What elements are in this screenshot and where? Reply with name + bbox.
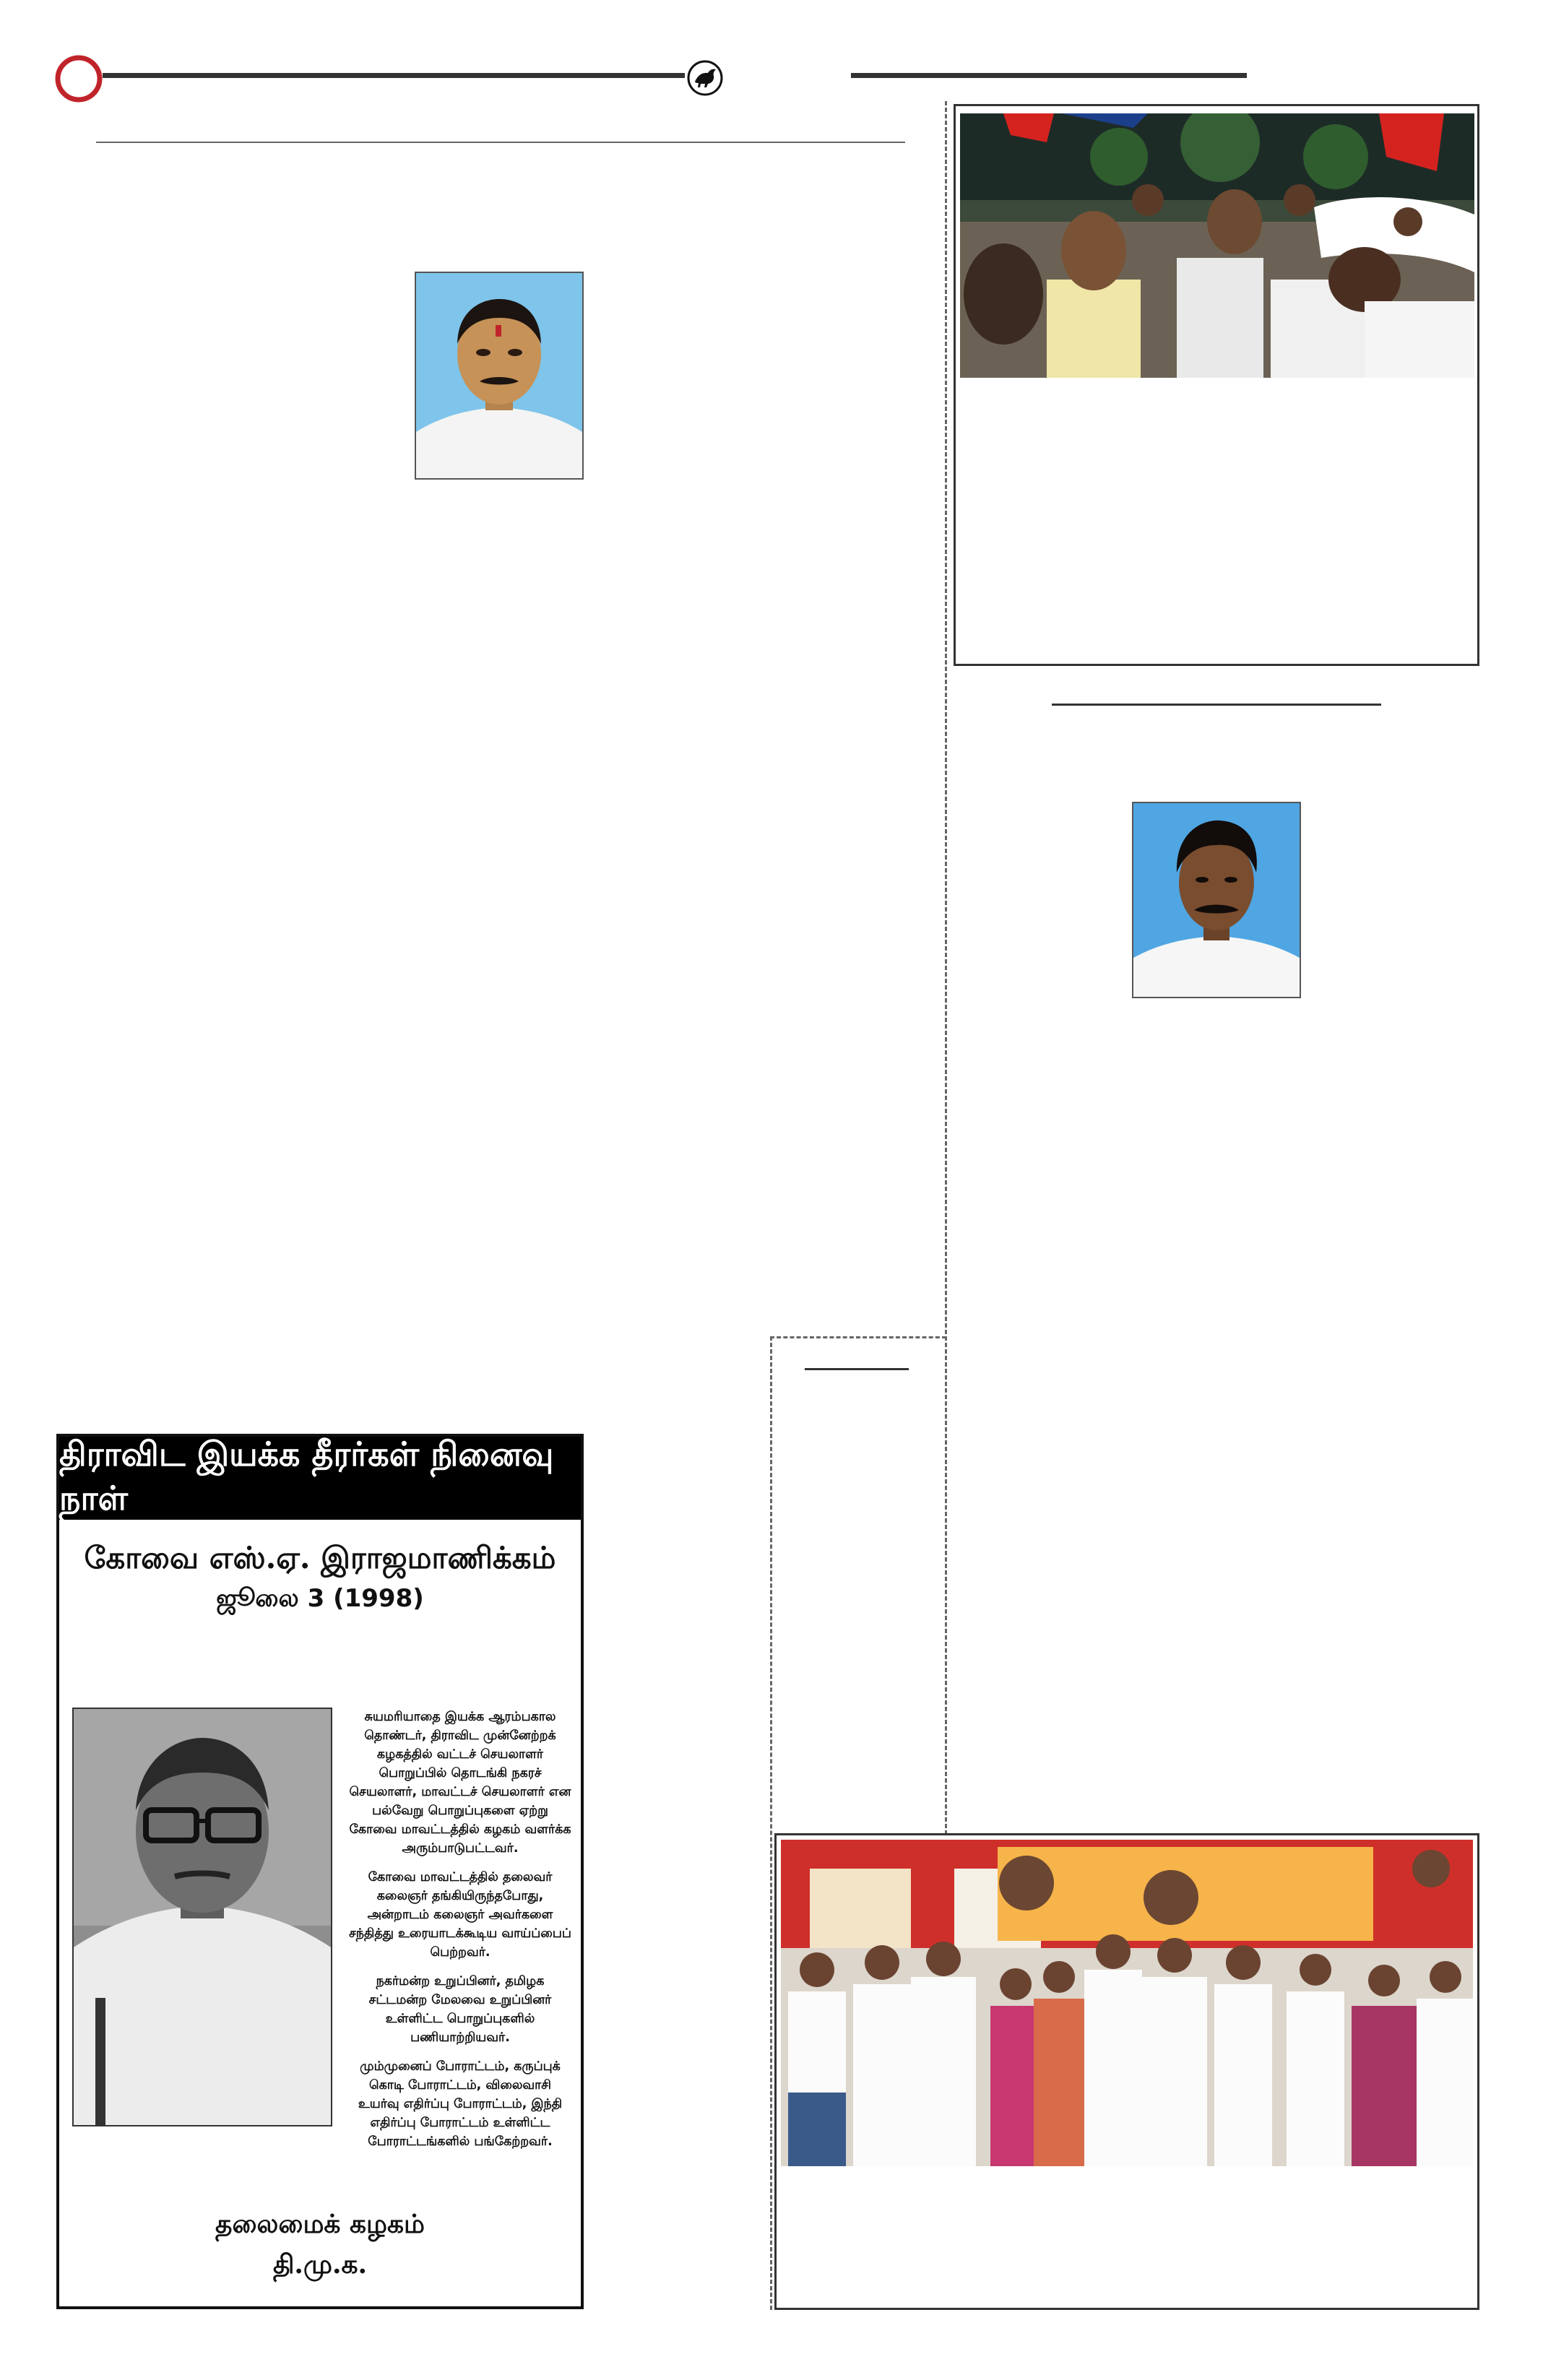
bull-emblem-icon	[686, 59, 724, 97]
memorial-portrait	[72, 1708, 332, 2126]
event-photo	[781, 1840, 1473, 2166]
memorial-footer-line-2: தி.மு.க.	[272, 2249, 368, 2280]
memorial-date: ஜூலை 3 (1998)	[216, 1584, 424, 1613]
memorial-bio-paragraph-3: நகர்மன்ற உறுப்பினர், தமிழக சட்டமன்ற மேலவை உறுப்பினர் உள்ளிட்ட பொறுப்புகளில் பணியாற்றியவர்.	[368, 1974, 552, 2045]
portrait-photo-1	[415, 272, 584, 480]
portrait-photo-2	[1132, 802, 1301, 998]
sidebar-box-top	[770, 1336, 946, 1338]
memorial-bio-paragraph-1: சுயமரியாதை இயக்க ஆரம்பகால தொண்டர், திராவிட முன்னேற்றக் கழகத்தில் வட்டச் செயலாளர் பொறுப்பில் தொடங்கி நகரச் செயலாளர், மாவட்டச் செயலாளர் என பல்வேறு பொறுப்புகளை ஏற்று கோவை மாவட்டத்தில் கழகம் வளர்க்க அரும்பாடுபட்டவர்.	[349, 1710, 571, 1856]
memorial-notice	[56, 1434, 584, 2309]
memorial-name: கோவை எஸ்.ஏ. இராஜமாணிக்கம்	[84, 1540, 556, 1575]
section-rule-right	[1052, 704, 1381, 706]
header-ring-icon	[55, 55, 103, 103]
section-rule-left	[96, 142, 905, 143]
header-rule-left	[103, 73, 685, 78]
news-photo-box-1	[954, 104, 1479, 666]
memorial-footer-line-1: தலைமைக் கழகம்	[215, 2209, 425, 2239]
memorial-bio	[348, 1708, 572, 2161]
memorial-heading: திராவிட இயக்க தீரர்கள் நினைவு நாள்	[59, 1437, 581, 1520]
header-rule-right	[851, 73, 1247, 78]
news-photo-box-2	[774, 1833, 1479, 2310]
memorial-footer	[59, 2204, 581, 2285]
memorial-bio-paragraph-4: மும்முனைப் போராட்டம், கருப்புக் கொடி போராட்டம், விலைவாசி உயர்வு எதிர்ப்பு போராட்டம், இந்தி எதிர்ப்பு போராட்டம் உள்ளிட்ட போராட்டங்களில் பங்கேற்றவர்.	[358, 2059, 563, 2149]
sidebar-rule	[805, 1368, 909, 1370]
column-divider	[945, 101, 947, 1835]
protest-photo	[960, 113, 1474, 378]
memorial-bio-paragraph-2: கோவை மாவட்டத்தில் தலைவர் கலைஞர் தங்கியிருந்தபோது, அன்றாடம் கலைஞர் அவர்களை சந்தித்து உரையாடக்கூடிய வாய்ப்பைப் பெற்றவர்.	[349, 1870, 571, 1960]
sidebar-box-left	[770, 1336, 772, 2310]
